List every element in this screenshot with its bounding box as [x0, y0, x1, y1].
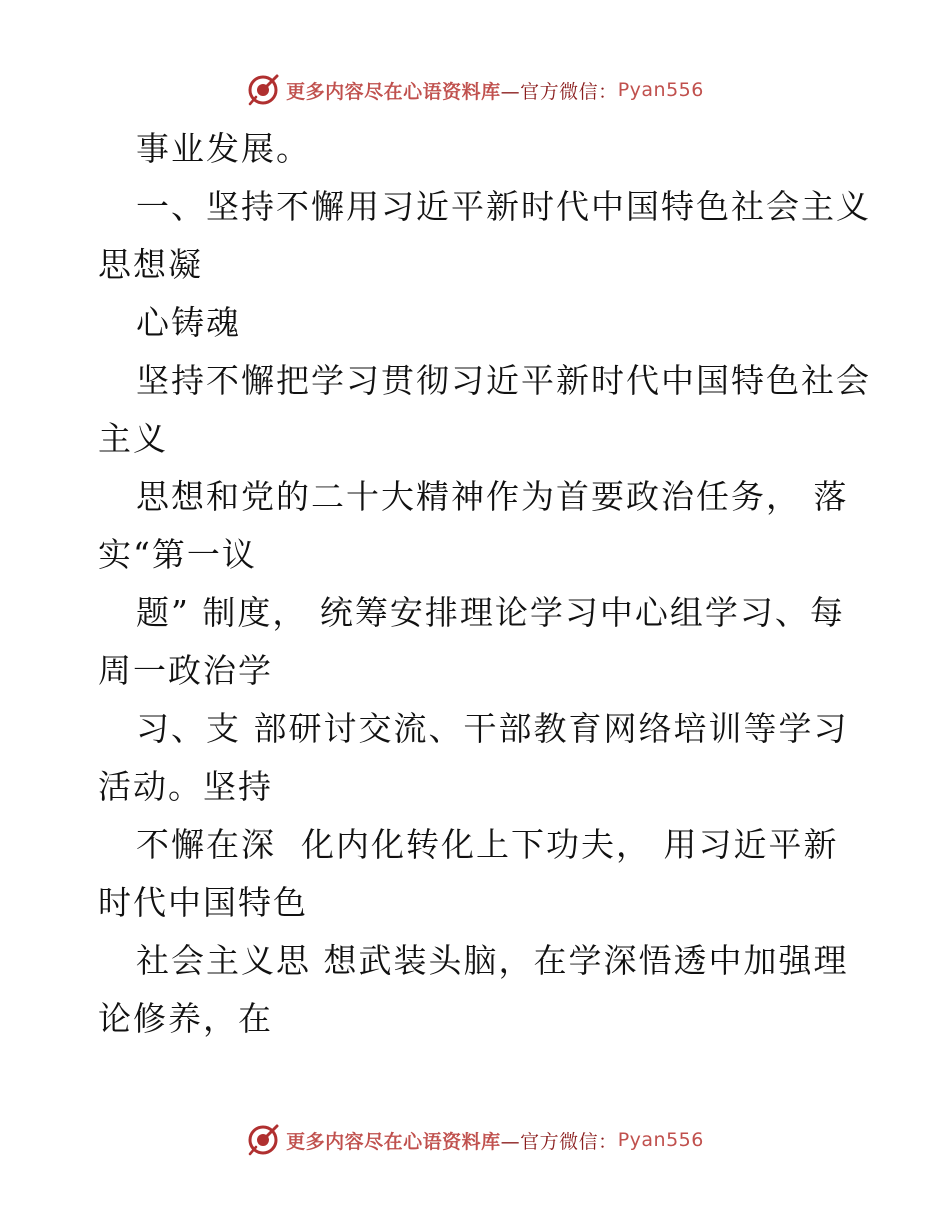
footer-site-name: 更多内容尽在心语资料库 — [286, 1130, 501, 1153]
text-line: 社会主义思 想武装头脑，在学深悟透中加强理 — [136, 941, 849, 980]
document-body — [98, 120, 871, 1048]
text-line: 实“第一议 — [98, 535, 257, 574]
text-line: 事业发展。 — [136, 129, 311, 168]
text-line: 心铸魂 — [136, 303, 241, 342]
text-line: 思想凝 — [98, 245, 203, 284]
footer-watermark — [0, 1120, 950, 1160]
footer-wechat-label: —官方微信： — [500, 1130, 618, 1153]
header-watermark — [0, 70, 950, 110]
text-line: 论修养，在 — [98, 999, 273, 1038]
header-wechat-id: Pyan556 — [617, 79, 704, 101]
text-line: 一、坚持不懈用习近平新时代中国特色社会主义 — [136, 187, 871, 226]
text-line: 时代中国特色 — [98, 883, 308, 922]
text-line: 不懈在深 化内化转化上下功夫， 用习近平新 — [136, 825, 839, 864]
header-wechat-label: —官方微信： — [500, 80, 618, 103]
pen-logo-icon — [246, 73, 280, 107]
text-line: 周一政治学 — [98, 651, 273, 690]
header-site-name: 更多内容尽在心语资料库 — [286, 80, 501, 103]
text-line: 习、支 部研讨交流、干部教育网络培训等学习 — [136, 709, 849, 748]
text-line: 主义 — [98, 419, 168, 458]
text-line: 活动。坚持 — [98, 767, 273, 806]
text-line: 坚持不懈把学习贯彻习近平新时代中国特色社会 — [136, 361, 871, 400]
pen-logo-icon — [246, 1123, 280, 1157]
text-line: 题” 制度， 统筹安排理论学习中心组学习、每 — [136, 593, 845, 632]
text-line: 思想和党的二十大精神作为首要政治任务， 落 — [136, 477, 849, 516]
footer-wechat-id: Pyan556 — [617, 1129, 704, 1151]
